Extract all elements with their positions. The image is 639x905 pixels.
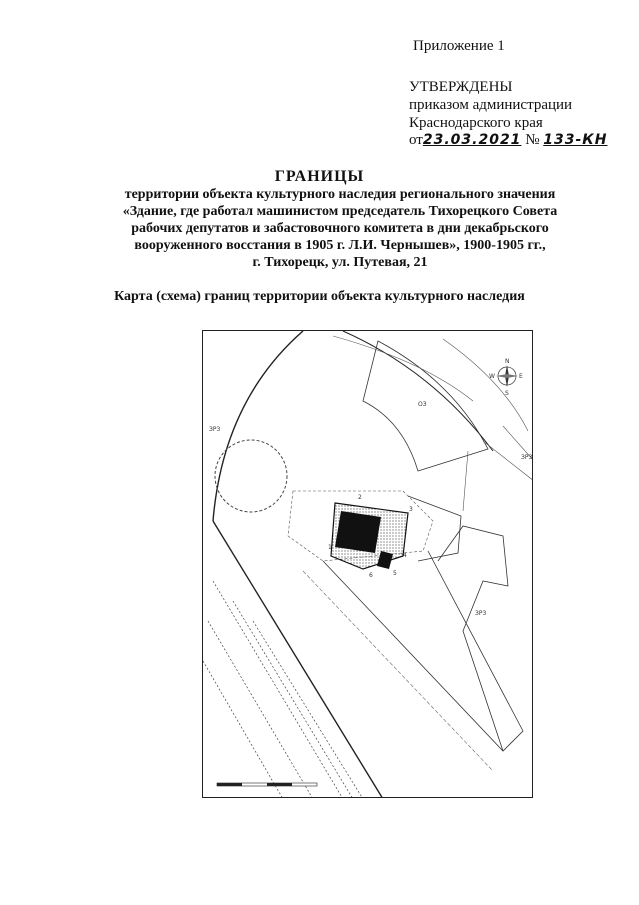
- heritage-building-footprint: [335, 511, 381, 553]
- order-line: [409, 132, 607, 149]
- document-subtitle: [90, 186, 590, 271]
- document-title: ГРАНИЦЫ: [274, 168, 365, 185]
- appendix-label: Приложение 1: [413, 38, 505, 54]
- compass-rose-icon: [489, 358, 523, 397]
- approval-block: [409, 78, 572, 132]
- order-number-label: №: [525, 132, 540, 148]
- scale-bar: [217, 783, 317, 786]
- order-prefix: от: [409, 132, 423, 148]
- parcel-outline: [463, 441, 533, 511]
- compass-south: S: [505, 390, 509, 397]
- approved-by-line-1: приказом администрации: [409, 97, 573, 113]
- railway-line: [253, 621, 363, 798]
- subtitle-line-3: рабочих депутатов и забастовочного комитета в дни декабрьского: [131, 221, 549, 236]
- site-plan-map: [202, 330, 533, 798]
- parcel-label: ОЗ: [418, 401, 427, 408]
- parcel-label: ЗР3: [475, 610, 487, 617]
- approved-heading: УТВЕРЖДЕНЫ: [409, 79, 513, 95]
- compass-west: W: [489, 373, 495, 380]
- boundary-point-label: 5: [393, 570, 397, 577]
- subtitle-line-2: «Здание, где работал машинистом председатель Тихорецкого Совета: [122, 204, 558, 219]
- compass-east: E: [519, 373, 523, 380]
- railway-line: [233, 601, 353, 798]
- roundabout-outline: [215, 440, 287, 512]
- boundary-point-label: 3: [409, 506, 413, 513]
- parcel-label: ЗР3: [209, 426, 221, 433]
- road-centerline: [303, 571, 493, 771]
- order-date: 23.03.2021: [422, 132, 522, 148]
- parcel-label: ЗР3: [521, 454, 533, 461]
- railway-line: [213, 581, 343, 798]
- parcel-outline: [408, 496, 461, 561]
- order-number: 133-КН: [543, 132, 608, 148]
- boundary-point-label: 2: [358, 494, 362, 501]
- railway-line: [203, 661, 283, 798]
- map-caption: Карта (схема) границ территории объекта культурного наследия: [114, 289, 525, 304]
- subtitle-line-4: вооруженного восстания в 1905 г. Л.И. Чернышев», 1900-1905 гг.,: [134, 238, 546, 253]
- road-boundary: [213, 331, 303, 521]
- railway-line: [208, 621, 313, 798]
- subtitle-line-1: территории объекта культурного наследия регионального значения: [124, 187, 556, 202]
- approved-by-line-2: Краснодарского края: [409, 115, 543, 131]
- boundary-point-label: 6: [369, 572, 373, 579]
- parcel-outline: [438, 526, 508, 751]
- parcel-outline: [333, 336, 528, 431]
- boundary-point-label: 1: [328, 544, 332, 551]
- subtitle-line-5: г. Тихорецк, ул. Путевая, 21: [252, 255, 428, 270]
- compass-north: N: [505, 358, 510, 365]
- site-plan-drawing: [203, 331, 533, 798]
- boundary-point-label: 4: [403, 552, 407, 559]
